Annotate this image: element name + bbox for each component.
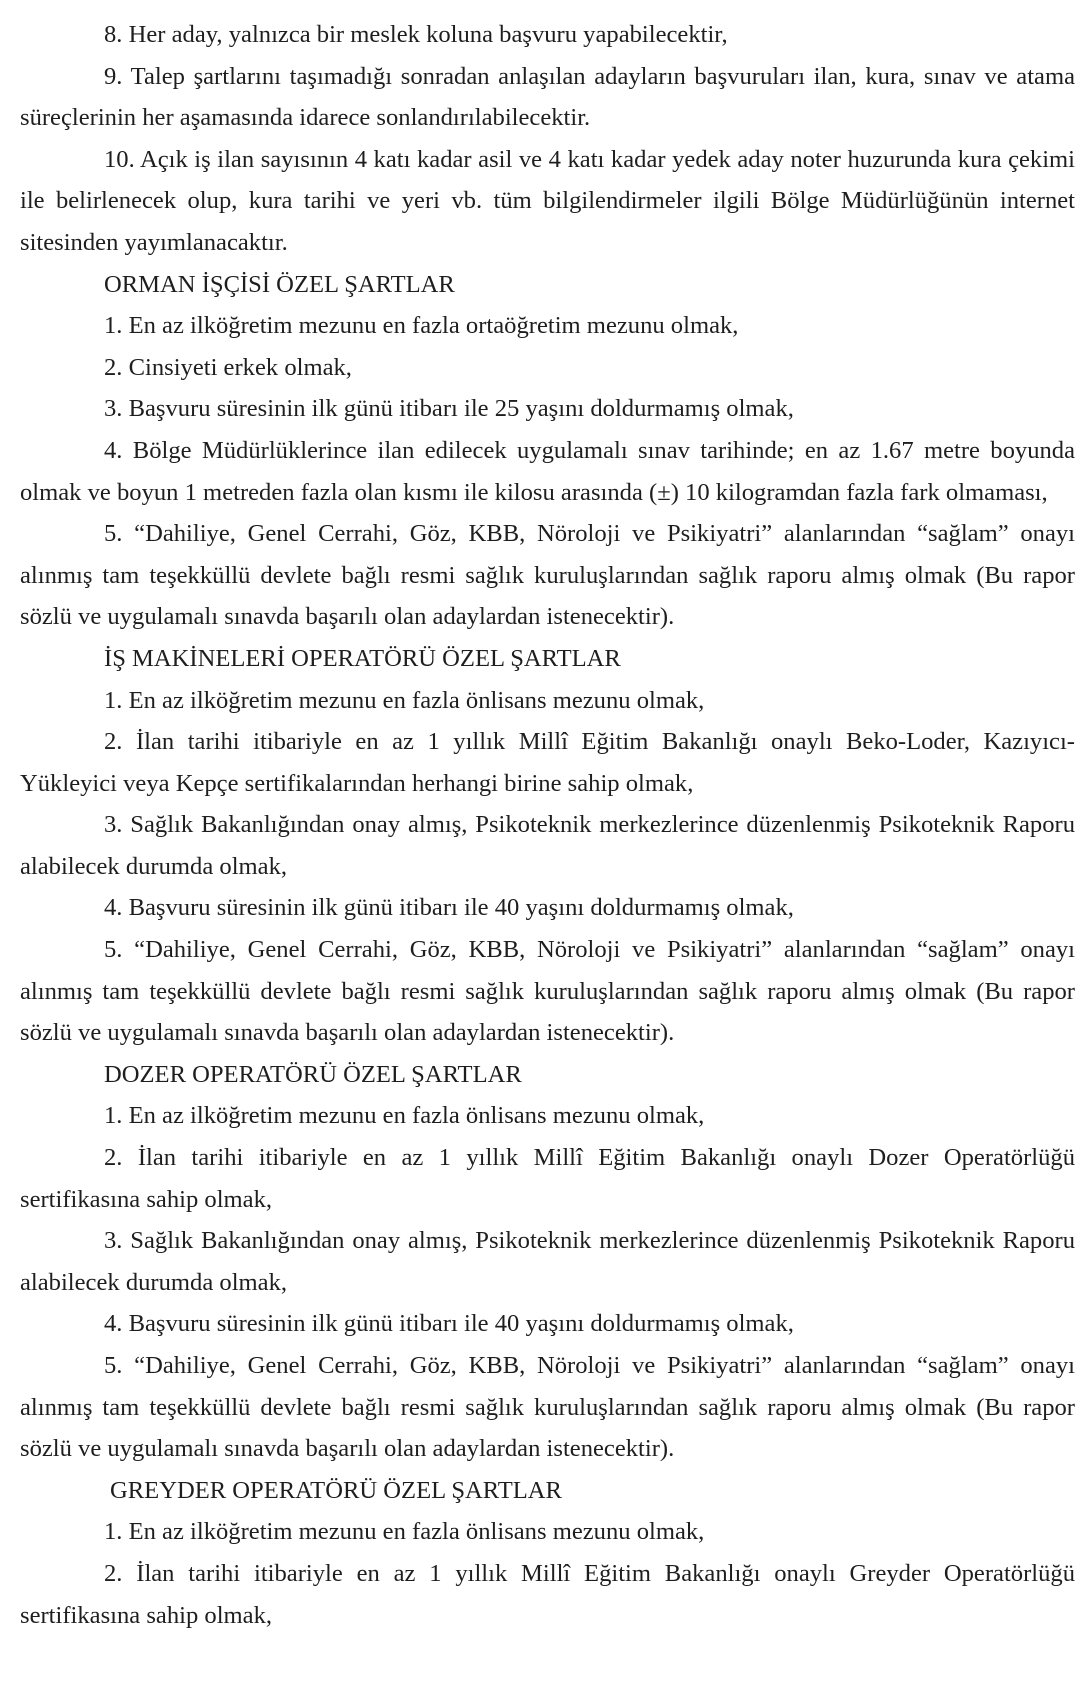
orman-item-3: 3. Başvuru süresinin ilk günü itibarı ile 25 yaşını doldurmamış olmak, — [104, 395, 794, 423]
dozer-item-3: 3. Sağlık Bakanlığından onay almış, Psikoteknik merkezlerince düzenlenmiş Psikoteknik Raporu alabilecek durumda olmak, — [20, 1227, 1075, 1296]
dozer-item-4: 4. Başvuru süresinin ilk günü itibarı ile 40 yaşını doldurmamış olmak, — [104, 1310, 794, 1338]
orman-item-5: 5. “Dahiliye, Genel Cerrahi, Göz, KBB, Nöroloji ve Psikiyatri” alanlarından “sağlam” onayı alınmış tam teşekküllü devlete bağlı resmi sağlık kuruluşlarından sağlık raporu almış olmak (Bu rapor sözlü ve uygulamalı sınavda başarılı olan adaylardan istenecektir). — [20, 520, 1075, 631]
orman-item-1: 1. En az ilköğretim mezunu en fazla ortaöğretim mezunu olmak, — [104, 312, 739, 340]
is-makineleri-item-4: 4. Başvuru süresinin ilk günü itibarı ile 40 yaşını doldurmamış olmak, — [104, 894, 794, 922]
section-heading-is-makineleri: İŞ MAKİNELERİ OPERATÖRÜ ÖZEL ŞARTLAR — [104, 644, 621, 672]
orman-item-2: 2. Cinsiyeti erkek olmak, — [104, 353, 352, 381]
section-heading-greyder: GREYDER OPERATÖRÜ ÖZEL ŞARTLAR — [110, 1476, 562, 1504]
orman-item-4: 4. Bölge Müdürlüklerince ilan edilecek uygulamalı sınav tarihinde; en az 1.67 metre boyunda olmak ve boyun 1 metreden fazla olan kısmı ile kilosu arasında (±) 10 kilogramdan fazla fark olmaması, — [20, 436, 1075, 506]
section-heading-dozer: DOZER OPERATÖRÜ ÖZEL ŞARTLAR — [104, 1060, 522, 1088]
general-item-8: 8. Her aday, yalnızca bir meslek koluna başvuru yapabilecektir, — [104, 21, 728, 48]
dozer-item-5: 5. “Dahiliye, Genel Cerrahi, Göz, KBB, Nöroloji ve Psikiyatri” alanlarından “sağlam” onayı alınmış tam teşekküllü devlete bağlı resmi sağlık kuruluşlarından sağlık raporu almış olmak (Bu rapor sözlü ve uygulamalı sınavda başarılı olan adaylardan istenecektir). — [20, 1352, 1075, 1463]
greyder-item-2: 2. İlan tarihi itibariyle en az 1 yıllık Millî Eğitim Bakanlığı onaylı Greyder Operatörlüğü sertifikasına sahip olmak, — [20, 1559, 1075, 1629]
greyder-item-1: 1. En az ilköğretim mezunu en fazla önlisans mezunu olmak, — [104, 1518, 705, 1546]
general-item-10: 10. Açık iş ilan sayısının 4 katı kadar asil ve 4 katı kadar yedek aday noter huzurunda kura çekimi ile belirlenecek olup, kura tarihi ve yeri vb. tüm bilgilendirmeler ilgili Bölge Müdürlüğünün internet sitesinden yayımlanacaktır. — [20, 145, 1075, 256]
section-heading-orman-iscisi: ORMAN İŞÇİSİ ÖZEL ŞARTLAR — [104, 270, 455, 298]
is-makineleri-item-2: 2. İlan tarihi itibariyle en az 1 yıllık Millî Eğitim Bakanlığı onaylı Beko-Loder, Kazıyıcı-Yükleyici veya Kepçe sertifikalarından herhangi birine sahip olmak, — [20, 728, 1075, 797]
is-makineleri-item-5: 5. “Dahiliye, Genel Cerrahi, Göz, KBB, Nöroloji ve Psikiyatri” alanlarından “sağlam” onayı alınmış tam teşekküllü devlete bağlı resmi sağlık kuruluşlarından sağlık raporu almış olmak (Bu rapor sözlü ve uygulamalı sınavda başarılı olan adaylardan istenecektir). — [20, 936, 1075, 1047]
dozer-item-2: 2. İlan tarihi itibariyle en az 1 yıllık Millî Eğitim Bakanlığı onaylı Dozer Operatörlüğü sertifikasına sahip olmak, — [20, 1144, 1075, 1213]
document-page — [20, 14, 1075, 1636]
general-item-9: 9. Talep şartlarını taşımadığı sonradan anlaşılan adayların başvuruları ilan, kura, sınav ve atama süreçlerinin her aşamasında idarece sonlandırılabilecektir. — [20, 62, 1075, 132]
is-makineleri-item-3: 3. Sağlık Bakanlığından onay almış, Psikoteknik merkezlerince düzenlenmiş Psikoteknik Raporu alabilecek durumda olmak, — [20, 811, 1075, 880]
is-makineleri-item-1: 1. En az ilköğretim mezunu en fazla önlisans mezunu olmak, — [104, 686, 705, 714]
dozer-item-1: 1. En az ilköğretim mezunu en fazla önlisans mezunu olmak, — [104, 1102, 705, 1130]
